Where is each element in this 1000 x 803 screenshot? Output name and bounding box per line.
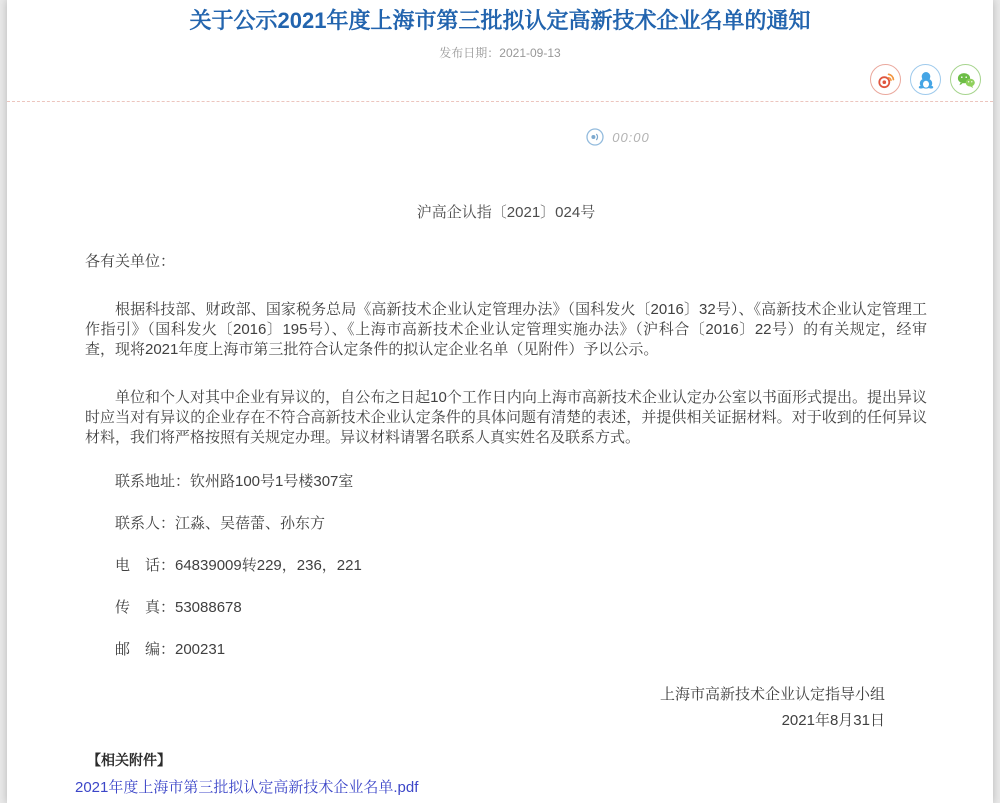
wechat-share-icon[interactable] bbox=[950, 64, 981, 95]
attachments-heading: 【相关附件】 bbox=[87, 752, 171, 768]
signature-block bbox=[85, 682, 927, 734]
attachment-pdf-link[interactable]: 2021年度上海市第三批拟认定高新技术企业名单.pdf bbox=[75, 779, 419, 796]
document-number: 沪高企认指〔2021〕024号 bbox=[416, 204, 596, 221]
page-header bbox=[7, 0, 993, 101]
contact-fax: 传 真：53088678 bbox=[115, 599, 242, 616]
notice-page bbox=[7, 0, 993, 803]
paragraph-2: 单位和个人对其中企业有异议的，自公布之日起10个工作日内向上海市高新技术企业认定办公室以书面形式提出。提出异议时应当对有异议的企业存在不符合高新技术企业认定条件的具体问题有清楚的表述，并提供相关证据材料。对于收到的任何异议材料，我们将严格按照有关规定办理。异议材料请署名联系人真实姓名及联系方式。 bbox=[85, 389, 927, 446]
weibo-share-icon[interactable] bbox=[870, 64, 901, 95]
audio-play-icon[interactable] bbox=[586, 128, 604, 146]
publish-date: 发布日期：2021-09-13 bbox=[439, 46, 561, 60]
weibo-icon-glyph bbox=[876, 70, 896, 90]
contact-zipcode: 邮 编：200231 bbox=[115, 641, 226, 658]
speaker-icon bbox=[586, 128, 604, 146]
paragraph-1: 根据科技部、财政部、国家税务总局《高新技术企业认定管理办法》（国科发火〔2016〕32号）、《高新技术企业认定管理工作指引》（国科发火〔2016〕195号）、《上海市高新技术企业认定管理实施办法》（沪科合〔2016〕22号）的有关规定，经审查，现将2021年度上海市第三批符合认定条件的拟认定企业名单（见附件）予以公示。 bbox=[85, 301, 927, 358]
contact-address: 联系地址：钦州路100号1号楼307室 bbox=[115, 473, 354, 490]
signature-date: 2021年8月31日 bbox=[781, 712, 885, 729]
audio-time: 00:00 bbox=[612, 129, 650, 145]
salutation: 各有关单位： bbox=[85, 253, 176, 270]
page-title: 关于公示2021年度上海市第三批拟认定高新技术企业名单的通知 bbox=[189, 8, 811, 33]
qq-share-icon[interactable] bbox=[910, 64, 941, 95]
wechat-icon-glyph bbox=[956, 70, 976, 90]
notice-body bbox=[7, 201, 993, 734]
share-toolbar bbox=[7, 61, 993, 101]
qq-icon-glyph bbox=[916, 70, 936, 90]
dashed-divider bbox=[7, 101, 993, 102]
contact-phone: 电 话：64839009转229，236，221 bbox=[115, 557, 362, 574]
attachments-section bbox=[7, 734, 993, 803]
contact-persons: 联系人：江淼、吴蓓蕾、孙东方 bbox=[115, 515, 326, 532]
contact-info bbox=[85, 472, 927, 660]
audio-player bbox=[125, 126, 993, 148]
signature-org: 上海市高新技术企业认定指导小组 bbox=[659, 686, 885, 703]
